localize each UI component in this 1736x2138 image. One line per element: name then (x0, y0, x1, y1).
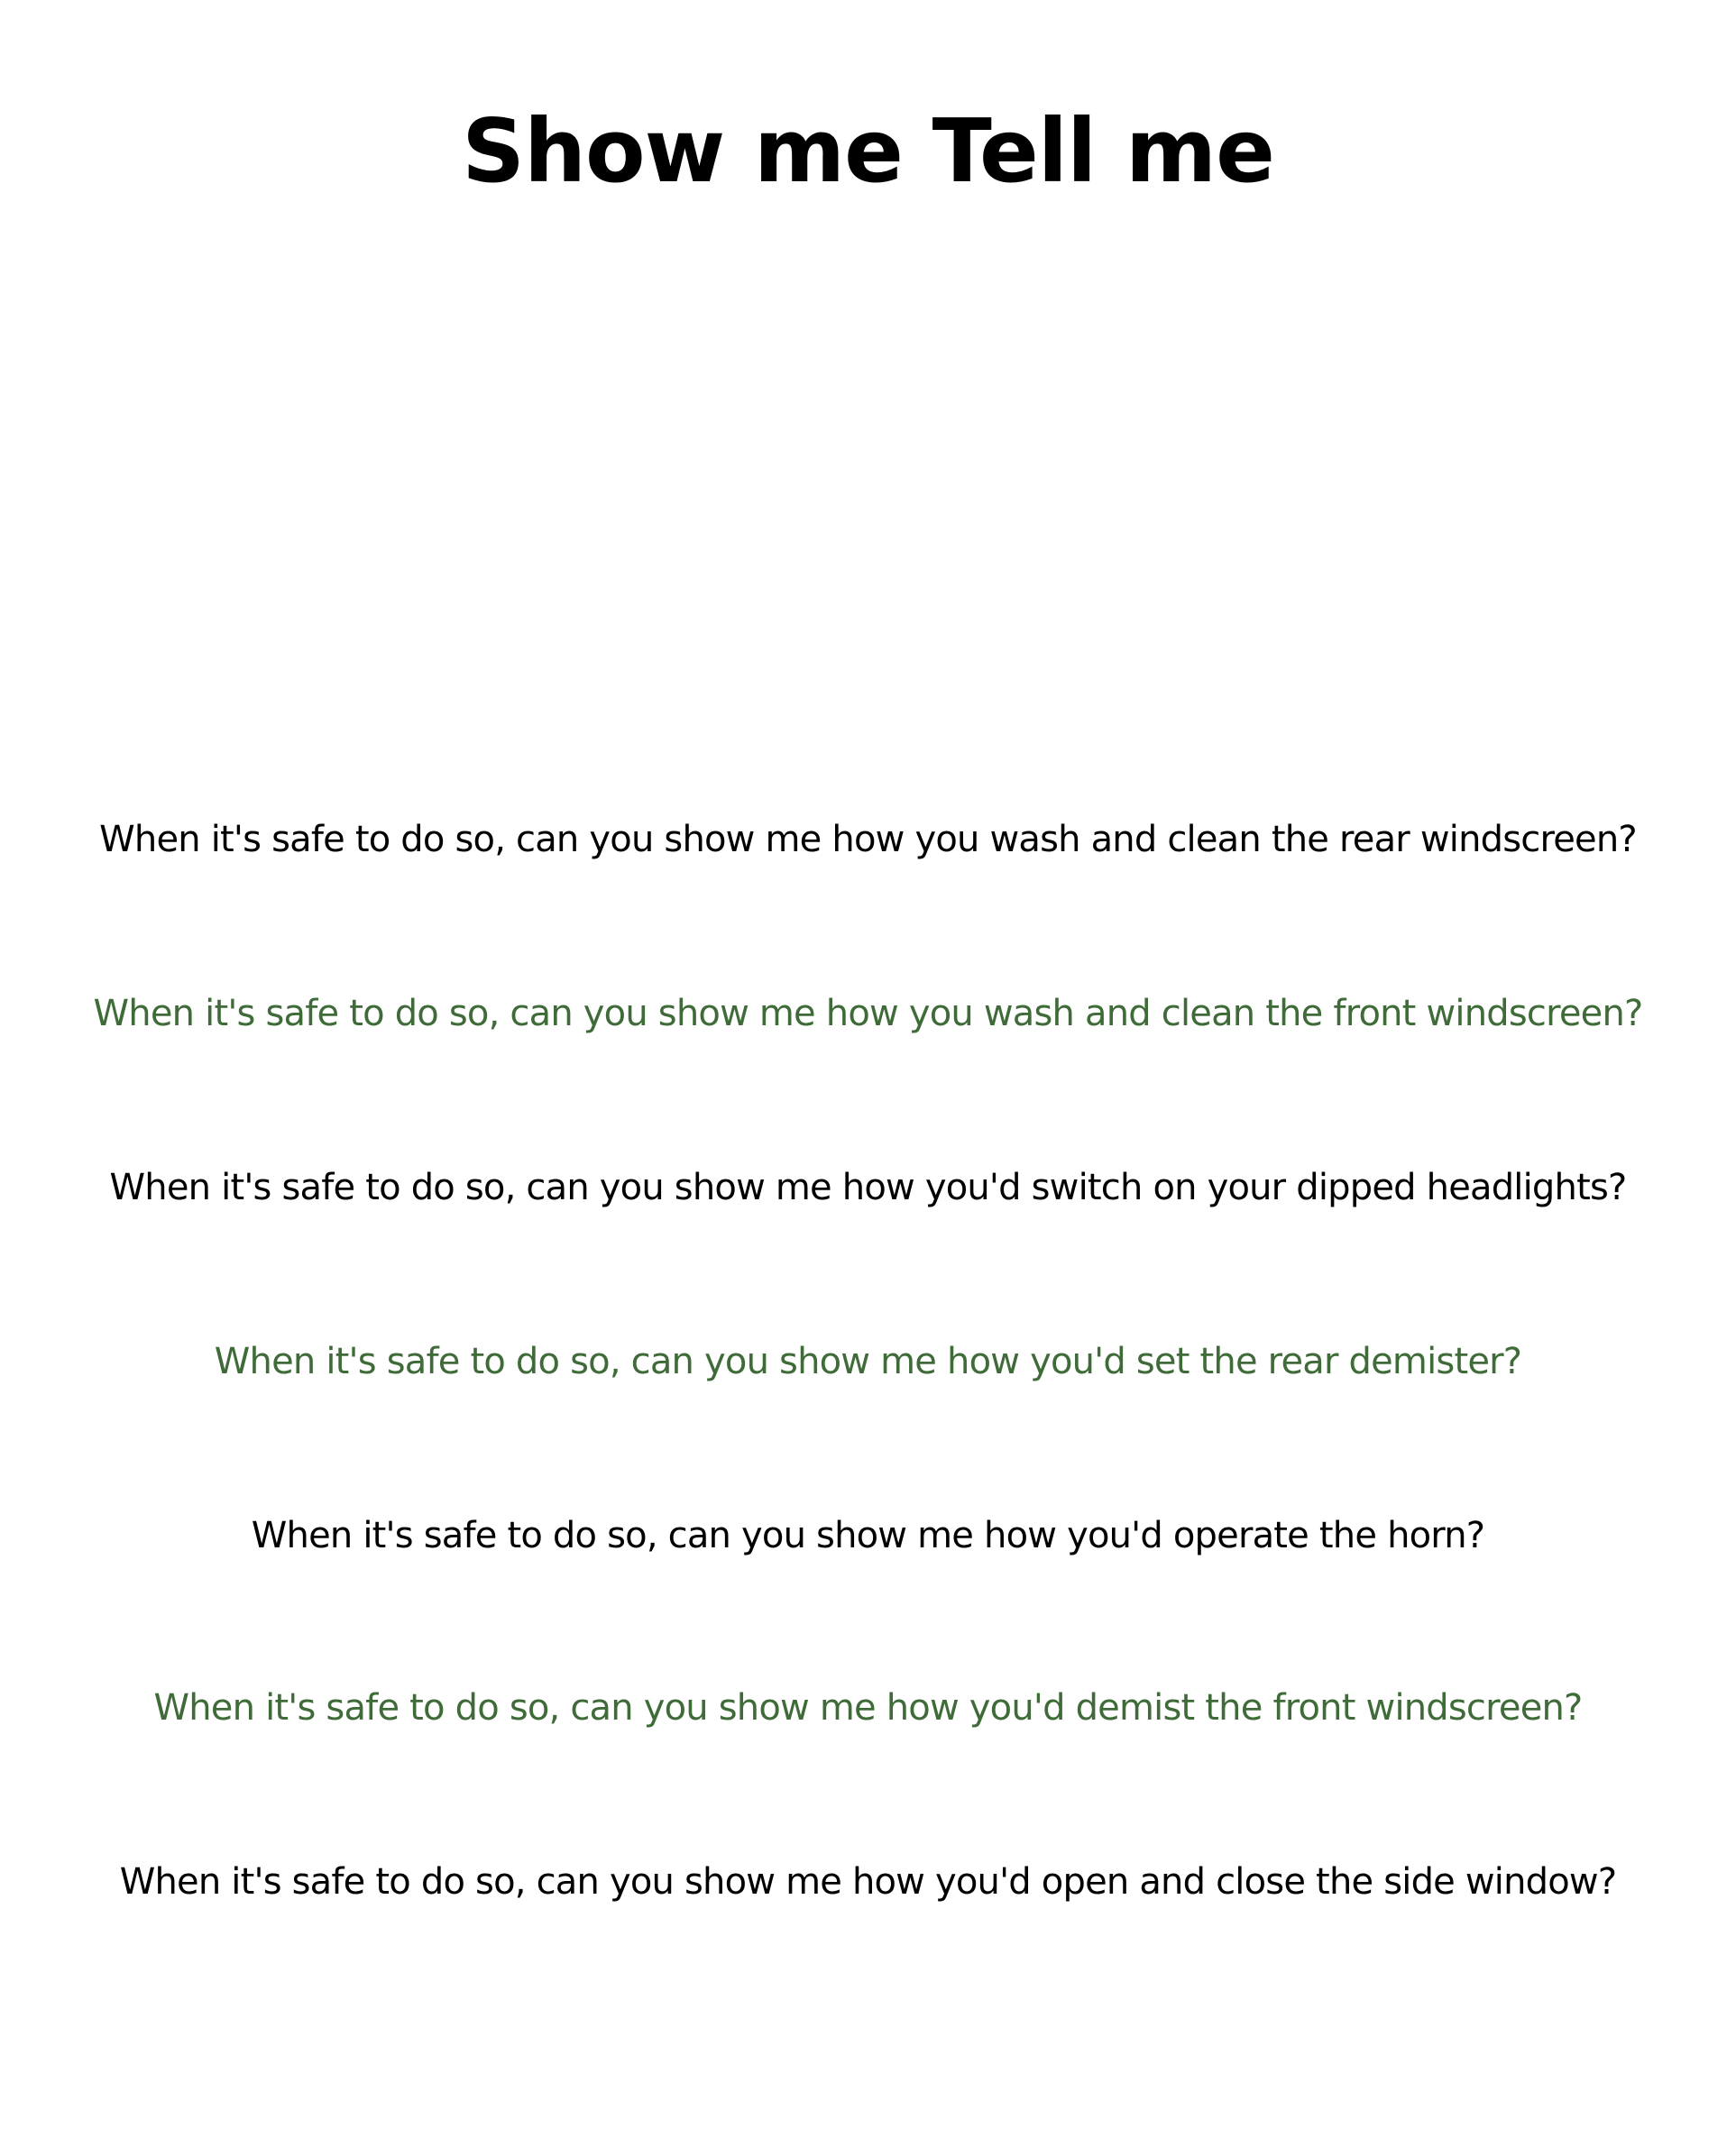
question-item: When it's safe to do so, can you show me how you wash and clean the front windscreen? (93, 993, 1643, 1034)
question-item: When it's safe to do so, can you show me how you'd switch on your dipped headlights? (109, 1167, 1627, 1208)
question-item: When it's safe to do so, can you show me how you'd set the rear demister? (214, 1341, 1522, 1382)
question-item: When it's safe to do so, can you show me how you'd demist the front windscreen? (153, 1687, 1583, 1729)
page-title: Show me Tell me (462, 100, 1274, 202)
question-item: When it's safe to do so, can you show me how you'd operate the horn? (251, 1515, 1485, 1556)
question-item: When it's safe to do so, can you show me how you'd open and close the side window? (119, 1861, 1617, 1903)
question-item: When it's safe to do so, can you show me how you wash and clean the rear windscreen? (99, 819, 1637, 860)
